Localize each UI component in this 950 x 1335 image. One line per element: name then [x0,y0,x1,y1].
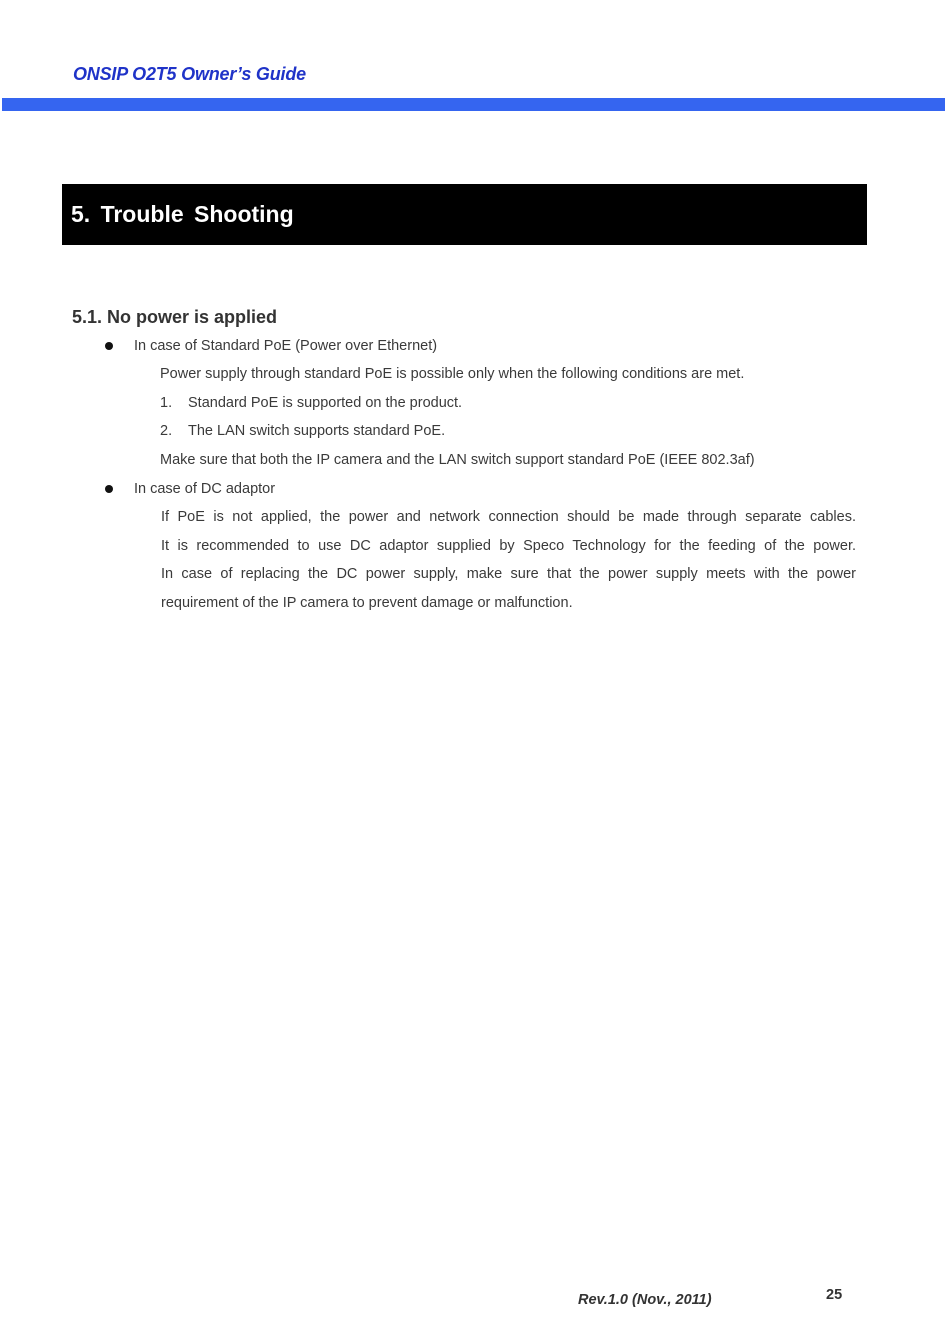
chapter-title: 5. Trouble Shooting [71,201,294,227]
poe-intro-text: Power supply through standard PoE is possible only when the following conditions are met. [160,366,745,382]
chapter-banner [62,184,867,245]
dc-paragraph-line: It is recommended to use DC adaptor supplied by Speco Technology for the feeding of the power. [161,538,856,554]
step-text: Standard PoE is supported on the product. [188,395,463,411]
document-title: ONSIP O2T5 Owner’s Guide [73,64,306,84]
page-number: 25 [826,1287,843,1303]
step-number: 1. [160,395,173,411]
section-heading: 5.1. No power is applied [72,307,278,327]
bullet-label-dc: In case of DC adaptor [134,481,276,497]
step-text: The LAN switch supports standard PoE. [188,423,446,439]
step-number: 2. [160,423,173,439]
poe-note-text: Make sure that both the IP camera and the LAN switch support standard PoE (IEEE 802.3af) [160,452,755,468]
bullet-label-poe: In case of Standard PoE (Power over Ethernet) [134,338,438,354]
dc-paragraph-line: If PoE is not applied, the power and network connection should be made through separate cables. [161,509,856,525]
bullet-dot-icon [105,342,113,350]
header-rule [2,98,945,111]
dc-paragraph-line: requirement of the IP camera to prevent damage or malfunction. [161,595,573,611]
revision-label: Rev.1.0 (Nov., 2011) [578,1292,712,1308]
bullet-dot-icon [105,485,113,493]
dc-paragraph-line: In case of replacing the DC power supply, make sure that the power supply meets with the power [161,566,856,582]
